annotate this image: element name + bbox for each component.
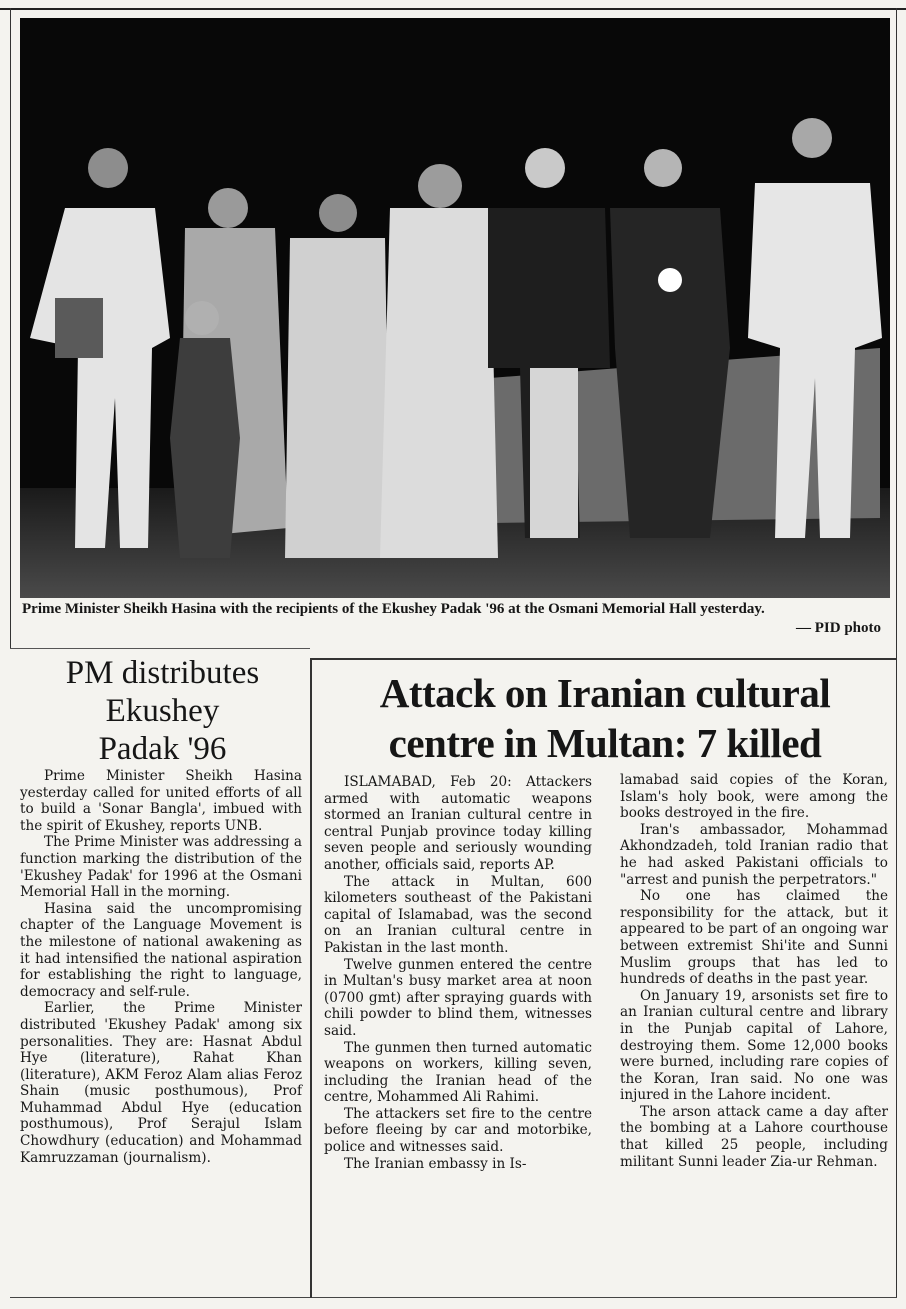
article-paragraph: No one has claimed the responsibility for the attack, but it appeared to be part of an ongoing war between extremist Shi'ite and Sunni Muslim groups that has led to hundreds of deaths in the past year. xyxy=(620,888,888,988)
article-paragraph: On January 19, arsonists set fire to an Iranian cultural centre and library in the Punjab capital of Lahore, destroying them. Some 12,000 books were burned, including rare copies of the Koran, Iran said. No one was injured in the Lahore incident. xyxy=(620,987,888,1104)
left-article-headline xyxy=(20,654,305,768)
article-paragraph: ISLAMABAD, Feb 20: Attackers armed with automatic weapons stormed an Iranian cultural centre in central Punjab province today killing seven people and seriously wounding another, officials said, reports AP. xyxy=(324,774,592,873)
left-section-divider xyxy=(10,648,310,649)
bottom-rule xyxy=(10,1297,897,1298)
right-headline-line: centre in Multan: 7 killed xyxy=(388,720,822,766)
photo-caption-text: Prime Minister Sheikh Hasina with the recipients of the Ekushey Padak '96 at the Osmani Memorial Hall yesterday. xyxy=(22,601,765,617)
left-headline-line: PM distributes xyxy=(65,655,260,691)
right-section-divider xyxy=(310,658,897,660)
left-headline-line: Ekushey xyxy=(105,693,220,729)
left-article-body xyxy=(20,768,302,1166)
right-headline-line: Attack on Iranian cultural xyxy=(379,670,831,716)
column-divider xyxy=(310,658,312,1298)
article-paragraph: Hasina said the uncompromising chapter of the Language Movement is the milestone of national awakening as it had intensified the national aspiration for establishing the right to language, democracy and self-rule. xyxy=(20,900,302,1000)
article-paragraph: The gunmen then turned automatic weapons on workers, killing seven, including the Iranian head of the centre, Mohammed Ali Rahimi. xyxy=(324,1039,592,1106)
article-paragraph: lamabad said copies of the Koran, Islam's holy book, were among the books destroyed in the fire. xyxy=(620,772,888,822)
right-column-rule xyxy=(896,8,897,1298)
photo-credit: — PID photo xyxy=(795,620,881,636)
article-paragraph: The Prime Minister was addressing a function marking the distribution of the 'Ekushey Padak' for 1996 at the Osmani Memorial Hall in the morning. xyxy=(20,834,302,901)
news-photo xyxy=(20,18,890,598)
article-paragraph: The attackers set fire to the centre before fleeing by car and motorbike, police and witnesses said. xyxy=(324,1105,592,1156)
article-paragraph: The arson attack came a day after the bombing at a Lahore courthouse that killed 25 people, including militant Sunni leader Zia-ur Rehman. xyxy=(620,1103,888,1170)
article-paragraph: Earlier, the Prime Minister distributed 'Ekushey Padak' among six personalities. They are: Hasnat Abdul Hye (literature), Rahat Khan (literature), AKM Feroz Alam alias Feroz Shain (music posthumous), Prof Muhammad Abdul Hye (education posthumous), Prof Serajul Islam Chowdhury (education) and Mohammad Kamruzzaman (journalism). xyxy=(20,1000,302,1166)
right-article-headline xyxy=(316,668,894,768)
left-column-rule xyxy=(10,8,11,648)
right-article-column-2 xyxy=(620,772,888,1170)
article-paragraph: The attack in Multan, 600 kilometers southeast of the Pakistani capital of Islamabad, was the second on an Iranian cultural centre in Pakistan in the last month. xyxy=(324,873,592,956)
article-paragraph: Twelve gunmen entered the centre in Multan's busy market area at noon (0700 gmt) after spraying guards with chili powder to blind them, witnesses said. xyxy=(324,956,592,1039)
news-photo-illustration xyxy=(20,18,890,598)
article-paragraph: The Iranian embassy in Is- xyxy=(344,1155,527,1172)
top-rule xyxy=(0,8,906,10)
article-paragraph: Iran's ambassador, Mohammad Akhondzadeh, told Iranian radio that he had asked Pakistani officials to "arrest and punish the perpetrators." xyxy=(620,821,888,888)
article-paragraph: Prime Minister Sheikh Hasina yesterday called for united efforts of all to build a 'Sonar Bangla', imbued with the spirit of Ekushey, reports UNB. xyxy=(20,768,302,834)
left-headline-line: Padak '96 xyxy=(98,731,227,767)
right-article-column-1 xyxy=(324,774,592,1172)
photo-caption xyxy=(22,600,887,636)
